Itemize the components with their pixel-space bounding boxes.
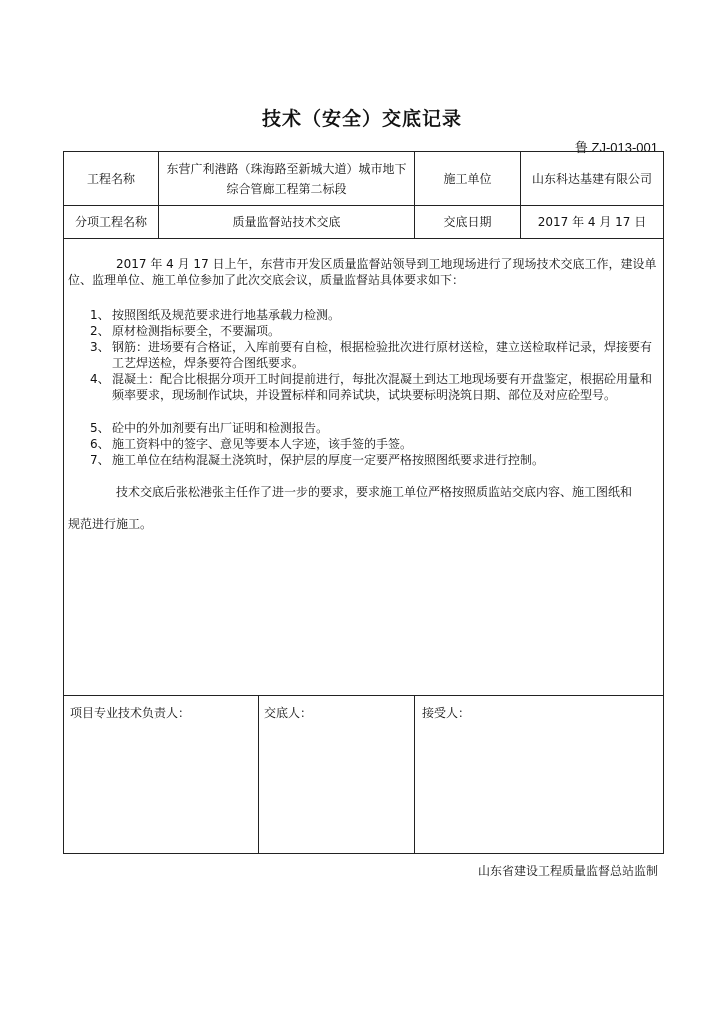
- intro-paragraph: 2017 年 4 月 17 日上午，东营市开发区质量监督站领导到工地现场进行了现场技术交底工作，建设单位、监理单位、施工单位参加了此次交底会议，质量监督站具体要求如下：: [68, 257, 657, 287]
- disclosure-date-value: 2017 年 4 月 17 日: [537, 215, 647, 229]
- list-item-number: 3、: [90, 340, 110, 354]
- list-item-text: 按照图纸及规范要求进行地基承载力检测。: [112, 308, 341, 322]
- document-number: 鲁 ZJ-013-001: [574, 140, 658, 155]
- list-item-text: 原材检测指标要全，不要漏项。: [112, 324, 281, 338]
- project-name-value: 东营广利港路（珠海路至新城大道）城市地下综合管廊工程第二标段: [166, 161, 407, 196]
- list-item: [90, 339, 660, 371]
- list-item: [90, 371, 660, 403]
- discloser-signature-label: 交底人：: [264, 706, 313, 720]
- issuer-footer: 山东省建设工程质量监督总站监制: [477, 864, 658, 878]
- list-item-number: 2、: [90, 324, 110, 338]
- construction-unit-value: 山东科达基建有限公司: [531, 171, 652, 186]
- list-item-text: 砼中的外加剂要有出厂证明和检测报告。: [112, 421, 329, 435]
- list-item: [90, 436, 660, 452]
- list-item: [90, 420, 660, 436]
- list-item-number: 5、: [90, 421, 110, 435]
- list-item-text: 混凝土：配合比根据分项开工时间提前进行，每批次混凝土到达工地现场要有开盘鉴定，根据砼用量和频率要求，现场制作试块，并设置标样和同养试块，试块要标明浇筑日期、部位及对应砼型号。: [112, 372, 653, 402]
- closing-paragraph-line2: 规范进行施工。: [68, 517, 153, 531]
- disclosure-date-label: 交底日期: [443, 215, 492, 229]
- list-item-text: 施工单位在结构混凝土浇筑时，保护层的厚度一定要严格按照图纸要求进行控制。: [112, 453, 545, 467]
- disclosure-form: [63, 151, 664, 854]
- tech-lead-signature-label: 项目专业技术负责人：: [70, 706, 191, 720]
- list-item-text: 钢筋：进场要有合格证，入库前要有自检，根据检验批次进行原材送检，建立送检取样记录，焊接要有工艺焊送检，焊条要符合图纸要求。: [112, 340, 653, 370]
- list-item: [90, 307, 660, 323]
- list-item-number: 6、: [90, 437, 110, 451]
- construction-unit-label: 施工单位: [443, 171, 492, 186]
- column-divider: [258, 695, 259, 854]
- project-name-label: 工程名称: [86, 171, 135, 186]
- list-item: [90, 323, 660, 339]
- row-divider: [64, 695, 663, 696]
- sub-project-label: 分项工程名称: [74, 215, 147, 229]
- list-item-number: 7、: [90, 453, 110, 467]
- row-divider: [64, 238, 663, 239]
- receiver-signature-label: 接受人：: [422, 706, 471, 720]
- list-item-number: 4、: [90, 372, 110, 386]
- list-item: [90, 452, 660, 468]
- column-divider: [414, 695, 415, 854]
- sub-project-value: 质量监督站技术交底: [232, 215, 341, 229]
- list-item-number: 1、: [90, 308, 110, 322]
- list-item-text: 施工资料中的签字、意见等要本人字迹，该手签的手签。: [112, 437, 413, 451]
- page-title: 技术（安全）交底记录: [261, 108, 462, 130]
- closing-paragraph-line1: 技术交底后张松港张主任作了进一步的要求，要求施工单位严格按照质监站交底内容、施工图纸和: [116, 485, 633, 499]
